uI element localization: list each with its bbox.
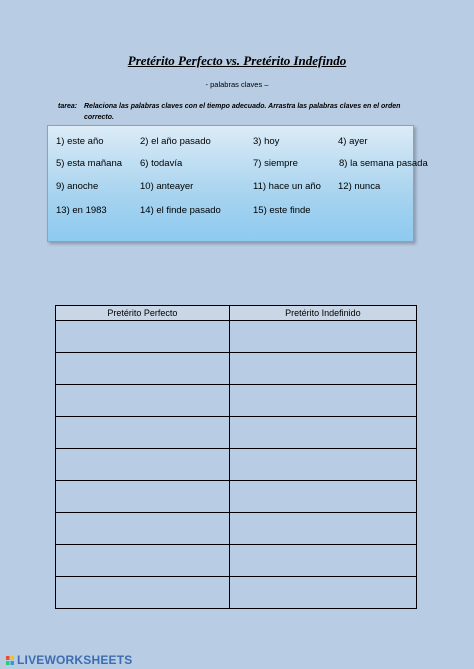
table-row bbox=[56, 417, 417, 449]
keyword-item[interactable]: 1) este año bbox=[56, 136, 104, 147]
classification-table bbox=[55, 305, 417, 609]
drop-cell-indefinido[interactable] bbox=[229, 449, 416, 481]
drop-cell-perfecto[interactable] bbox=[56, 321, 230, 353]
footer-brand: LIVEWORKSHEETS bbox=[17, 653, 133, 667]
drop-cell-perfecto[interactable] bbox=[56, 481, 230, 513]
drop-cell-indefinido[interactable] bbox=[229, 321, 416, 353]
keyword-box bbox=[47, 125, 428, 242]
drop-cell-indefinido[interactable] bbox=[229, 385, 416, 417]
keyword-item[interactable]: 9) anoche bbox=[56, 181, 99, 192]
drop-cell-indefinido[interactable] bbox=[229, 417, 416, 449]
keyword-item[interactable]: 13) en 1983 bbox=[56, 205, 107, 216]
keyword-item[interactable]: 11) hace un año bbox=[253, 181, 321, 192]
drop-cell-perfecto[interactable] bbox=[56, 513, 230, 545]
header-preterito-perfecto: Pretérito Perfecto bbox=[56, 306, 230, 321]
table-row bbox=[56, 449, 417, 481]
worksheet-subtitle: - palabras claves – bbox=[205, 80, 269, 89]
worksheet-title: Pretérito Perfecto vs. Pretérito Indefindo bbox=[127, 53, 347, 68]
liveworksheets-logo-icon bbox=[6, 656, 14, 665]
keyword-item[interactable]: 10) anteayer bbox=[140, 181, 194, 192]
keyword-item[interactable]: 15) este finde bbox=[253, 205, 311, 216]
header-preterito-indefinido: Pretérito Indefinido bbox=[229, 306, 416, 321]
keyword-item[interactable]: 7) siempre bbox=[253, 158, 298, 169]
keyword-item[interactable]: 3) hoy bbox=[253, 136, 280, 147]
table-row bbox=[56, 577, 417, 609]
keyword-item[interactable]: 4) ayer bbox=[338, 136, 368, 147]
drop-cell-indefinido[interactable] bbox=[229, 577, 416, 609]
drop-cell-indefinido[interactable] bbox=[229, 481, 416, 513]
table-row bbox=[56, 353, 417, 385]
table-row bbox=[56, 321, 417, 353]
liveworksheets-footer[interactable] bbox=[6, 653, 132, 667]
keyword-item[interactable]: 14) el finde pasado bbox=[140, 205, 221, 216]
keyword-item[interactable]: 8) la semana pasada bbox=[339, 158, 428, 169]
table-row bbox=[56, 385, 417, 417]
drop-cell-perfecto[interactable] bbox=[56, 417, 230, 449]
drop-cell-indefinido[interactable] bbox=[229, 353, 416, 385]
task-label: tarea: bbox=[58, 103, 78, 110]
drop-cell-perfecto[interactable] bbox=[56, 353, 230, 385]
keyword-item[interactable]: 12) nunca bbox=[338, 181, 381, 192]
keyword-item[interactable]: 5) esta mañana bbox=[56, 158, 123, 169]
drop-cell-perfecto[interactable] bbox=[56, 385, 230, 417]
keyword-item[interactable]: 6) todavía bbox=[140, 158, 183, 169]
drop-cell-indefinido[interactable] bbox=[229, 513, 416, 545]
drop-cell-indefinido[interactable] bbox=[229, 545, 416, 577]
keyword-item[interactable]: 2) el año pasado bbox=[140, 136, 211, 147]
task-text: Relaciona las palabras claves con el tiempo adecuado. Arrastra las palabras claves en el orden correcto. bbox=[84, 103, 401, 121]
drop-cell-perfecto[interactable] bbox=[56, 545, 230, 577]
drop-cell-perfecto[interactable] bbox=[56, 577, 230, 609]
table-row bbox=[56, 513, 417, 545]
table-row bbox=[56, 545, 417, 577]
table-header-row bbox=[56, 306, 417, 321]
drop-cell-perfecto[interactable] bbox=[56, 449, 230, 481]
table-row bbox=[56, 481, 417, 513]
